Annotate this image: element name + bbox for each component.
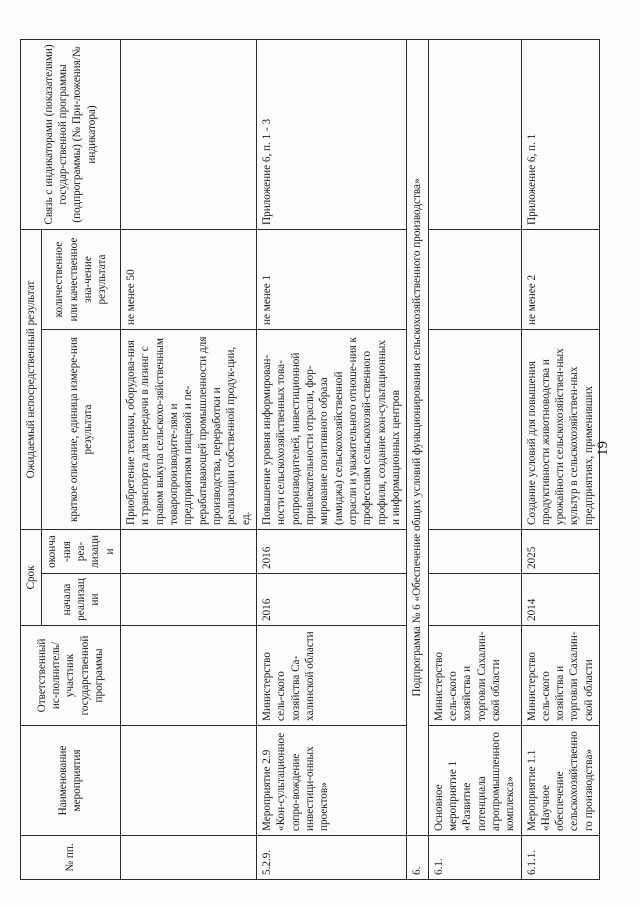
- header-qty: количественное или качественное зна-чение результата: [42, 229, 121, 329]
- page-number: 19: [595, 441, 611, 456]
- subprogram-row: [407, 39, 428, 879]
- cell-start: 2014: [521, 574, 600, 626]
- cell-link: [120, 39, 256, 229]
- cell-resp: Министерство сель-ского хозяйства и торговли Сахалин-ской области: [428, 626, 521, 726]
- cell-desc: Повышение уровня информирован-ности сельскохозяйственных това-ропроизводителей, инвестиционной привлекательности отрасли, фор-мирование позитивного образа (имиджа) сельскохозяйственной отрасли и уважительного отноше-ния к профессиям сельскохозяй-ственного профиля, создание кон-сультационных и информационных центров: [256, 330, 406, 530]
- cell-desc: Приобретение техники, оборудова-ния и транспорта для передачи в лизинг с правом выкупа сельскохо-зяйственным товаропроизводите-лям и предприятиям пищевой и пе-рерабатывающей промышленности для производства, переработки и реализации собственной продук-ции, ед.: [120, 330, 256, 530]
- header-responsible: Ответственный ис-полнитель/участник государственной программы: [21, 626, 121, 726]
- cell-link: Приложение 6, п. 1 - 3: [256, 39, 406, 229]
- cell-end: [120, 530, 256, 574]
- header-row-1: [21, 39, 42, 879]
- table-row: [521, 39, 600, 879]
- subprogram-num: 6.: [407, 836, 428, 880]
- header-num: № пп.: [21, 836, 121, 880]
- cell-num: 5.2.9.: [256, 836, 406, 880]
- cell-link: [428, 39, 521, 229]
- cell-num: [120, 836, 256, 880]
- table-row: [120, 39, 256, 879]
- header-result: Ожидаемый непосредственный результат: [21, 229, 42, 529]
- rotated-table-container: [20, 40, 620, 880]
- table-row: [256, 39, 406, 879]
- cell-num: 6.1.1.: [521, 836, 600, 880]
- cell-name: Мероприятие 2.9 «Кон-сультационное сопро-вождение инвестици-онных проектов»: [256, 726, 406, 836]
- table-row: [428, 39, 521, 879]
- cell-num: 6.1.: [428, 836, 521, 880]
- cell-end: 2016: [256, 530, 406, 574]
- header-start: начала реализации: [42, 574, 121, 626]
- subprogram-title: Подпрограмма № 6 «Обеспечение общих условий функционирования сельскохозяйственного производства»: [407, 39, 428, 835]
- header-desc: краткое описание, единица измере-ния результата: [42, 330, 121, 530]
- cell-qty: [428, 229, 521, 329]
- cell-qty: не менее 50: [120, 229, 256, 329]
- cell-start: 2016: [256, 574, 406, 626]
- header-end: оконча-ния реа-лизации: [42, 530, 121, 574]
- cell-end: 2025: [521, 530, 600, 574]
- cell-name: Мероприятие 1.1 «Научное обеспечение сельскохозяйственного производства»: [521, 726, 600, 836]
- cell-resp: [120, 626, 256, 726]
- cell-qty: не менее 2: [521, 229, 600, 329]
- cell-resp: Министерство сель-ского хозяйства и торговли Сахалин-ской области: [521, 626, 600, 726]
- cell-link: Приложение 6, п. 1: [521, 39, 600, 229]
- cell-desc: Создание условий для повышения продуктивности животноводства и урожайности сельскохозяйствен-ных культур в сельскохозяйствен-ных предприятиях, применивших: [521, 330, 600, 530]
- cell-start: [120, 574, 256, 626]
- cell-end: [428, 530, 521, 574]
- cell-name: [120, 726, 256, 836]
- cell-resp: Министерство сель-ского хозяйства Са-халинской области: [256, 626, 406, 726]
- cell-desc: [428, 330, 521, 530]
- cell-start: [428, 574, 521, 626]
- header-name: Наименование мероприятия: [21, 726, 121, 836]
- cell-name: Основное мероприятие 1 «Развитие потенциала агропромышленного комплекса»: [428, 726, 521, 836]
- header-link: Связь с индикаторами (показателями) государ-ственной программы (подпрограммы) (№ При-ложения/№ индикатора): [21, 39, 121, 229]
- measures-table: [20, 39, 600, 880]
- header-term: Срок: [21, 530, 42, 626]
- cell-qty: не менее 1: [256, 229, 406, 329]
